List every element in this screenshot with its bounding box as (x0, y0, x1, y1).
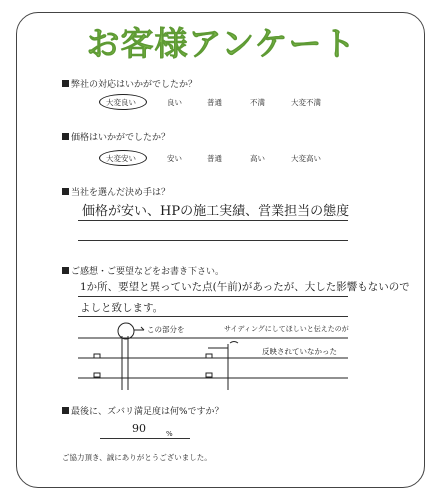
q3-answer-line-2 (78, 240, 348, 241)
q3-handwritten-answer: 価格が安い、HPの施工実績、営業担当の態度 (82, 204, 350, 219)
question-3 (62, 185, 170, 198)
q1-option-very-good[interactable]: 大変良い (106, 98, 136, 107)
bullet-square-icon (62, 267, 69, 274)
q4-answer-line-1 (78, 296, 348, 297)
question-5-label: 最後に、ズバリ満足度は何%ですか？ (71, 407, 224, 417)
q1-option-unsatisfied[interactable]: 不満 (250, 98, 265, 107)
q1-option-average[interactable]: 普通 (207, 98, 222, 107)
q4-handwritten-line-1: 1か所、要望と異っていた点(午前)があったが、大した影響もないので (80, 281, 410, 293)
footer-thanks: ご協力頂き、誠にありがとうございました。 (62, 453, 212, 462)
page-title: お客様アンケート (86, 24, 357, 63)
q1-option-very-unsatisfied[interactable]: 大変不満 (291, 98, 321, 107)
question-2-label: 価格はいかがでしたか？ (71, 133, 171, 143)
q4-answer-line-2 (78, 316, 348, 317)
question-5 (62, 404, 224, 417)
question-4-label: ご感想・ご要望などをお書き下さい。 (71, 267, 225, 277)
question-1-label: 弊社の対応はいかがでしたか？ (71, 80, 198, 90)
q4-sketch-note-right-2: 反映されていなかった (262, 347, 337, 356)
q2-option-average[interactable]: 普通 (207, 154, 222, 163)
question-1 (62, 77, 197, 90)
q2-option-expensive[interactable]: 高い (250, 154, 265, 163)
bullet-square-icon (62, 133, 69, 140)
bullet-square-icon (62, 188, 69, 195)
question-4 (62, 264, 224, 277)
q5-percent-unit: % (166, 430, 173, 438)
q4-sketch-note-left: この部分を (147, 325, 185, 334)
q4-handwritten-line-2: よしと致します。 (80, 302, 164, 314)
q4-sketch-note-right-1: サイディングにしてほしいと伝えたのが (224, 325, 349, 333)
q5-answer-line (100, 438, 190, 439)
q1-option-good[interactable]: 良い (167, 98, 182, 107)
q3-answer-line-1 (78, 220, 348, 221)
question-3-label: 当社を選んだ決め手は？ (71, 188, 171, 198)
bullet-square-icon (62, 80, 69, 87)
bullet-square-icon (62, 407, 69, 414)
q5-satisfaction-value: 90 (132, 422, 146, 435)
question-2 (62, 130, 170, 143)
q2-option-very-expensive[interactable]: 大変高い (291, 154, 321, 163)
q2-option-very-cheap[interactable]: 大変安い (106, 154, 136, 163)
q2-option-cheap[interactable]: 安い (167, 154, 182, 163)
